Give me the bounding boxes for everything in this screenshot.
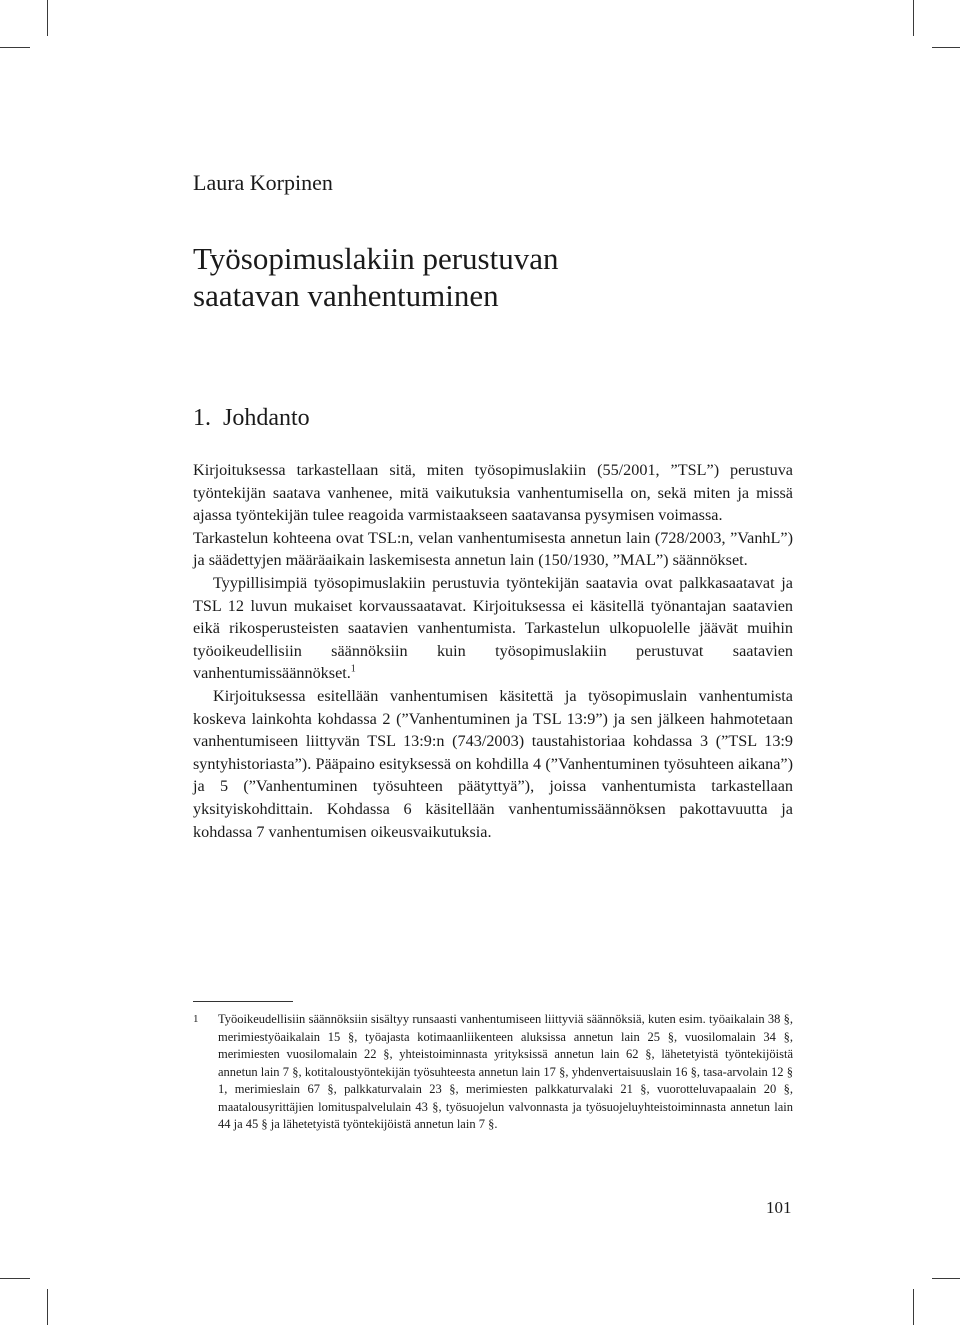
paragraph: Tarkastelun kohteena ovat TSL:n, velan vanhentumisesta annetun lain (728/2003, ”VanhL”) ja säädettyjen määräaikain laskemisesta annetun lain (150/1930, ”MAL”) säännökset. — [193, 528, 793, 570]
footnote-divider — [193, 1001, 293, 1002]
crop-mark — [47, 0, 48, 36]
section-title: Johdanto — [223, 405, 310, 431]
footnote-text: Työoikeudellisiin säännöksiin sisältyy runsaasti vanhentumiseen liittyviä säännöksiä, kuten esim. työaikalain 38 §, merimiestyöaikalain 15 §, työajasta kotimaanliikenteen aluksissa annetun lain 25 §, vuosilomalain 34 §, merimiesten vuosilomalain 22 §, yhteistoiminnasta yrityksissä annetun lain 62 §, lähetetyistä työntekijöistä annetun lain 7 §, kotitaloustyöntekijän työsuhteesta annetun lain 17 §, yhdenvertaisuuslain 16 §, tasa-arvolain 12 § 1, merimieslain 67 §, palkkaturvalain 23 §, merimiesten palkkaturvalaki 21 §, vuorotteluvapaalain 20 §, maatalousyrittäjien lomituspalvelulain 43 §, työsuojelun valvonnasta ja työsuojeluyhteistoiminnasta annetun lain 44 ja 45 § ja lähetetyistä työntekijöistä annetun lain 7 §. — [218, 1012, 793, 1131]
article-title — [193, 240, 793, 314]
paragraph: Kirjoituksessa esitellään vanhentumisen käsitettä ja työsopimuslain vanhentumista koskeva lainkohta kohdassa 2 (”Vanhentuminen ja TSL 13:9”) ja sen jälkeen hahmotetaan vanhentumiseen liittyvän TSL 13:9:n (743/2003) taustahistoriaa kohdassa 3 (”TSL 13:9 syntyhistoriasta”). Pääpaino esityksessä on kohdilla 4 (”Vanhentuminen työsuhteen aikana”) ja 5 (”Vanhentuminen työsuhteen päätyttyä”), joissa vanhentumista tarkastellaan yksityiskohdittain. Kohdassa 6 käsitellään vanhentumissäännöksen pakottavuutta ja kohdassa 7 vanhentumisen oikeusvaikutuksia. — [193, 686, 793, 841]
page-number: 101 — [766, 1198, 792, 1217]
crop-mark — [47, 1289, 48, 1325]
author-name: Laura Korpinen — [193, 170, 333, 195]
footnote — [193, 1011, 793, 1134]
crop-mark — [913, 0, 914, 36]
crop-mark — [932, 1278, 960, 1279]
body-text — [193, 459, 793, 843]
title-line: Työsopimuslakiin perustuvan — [193, 241, 559, 276]
section-number: 1. — [193, 405, 211, 431]
crop-mark — [0, 1278, 30, 1279]
paragraph — [193, 572, 793, 685]
paragraph: Kirjoituksessa tarkastellaan sitä, miten työsopimuslakiin (55/2001, ”TSL”) perustuva työntekijän saatava vanhenee, mitä vaikutuksia vanhentumisella on, sekä miten ja missä ajassa työntekijän tulee reagoida varmistaakseen saatavansa pysymisen voimassa. — [193, 461, 793, 525]
title-line: saatavan vanhentuminen — [193, 278, 499, 313]
paragraph-text: Tyypillisimpiä työsopimuslakiin perustuvia työntekijän saatavia ovat palkkasaatavat ja TSL 12 luvun mukaiset korvaussaatavat. Kirjoituksessa ei käsitellä työnantajan saatavien eikä rikosperusteisten saatavien vanhentumista. Tarkastelun ulkopuolelle jäävät muihin työoikeudellisiin säännöksiin kuin työsopimuslakiin perustuvat saatavien vanhentumissäännökset. — [193, 573, 793, 683]
crop-mark — [932, 47, 960, 48]
footnote-reference[interactable]: 1 — [350, 663, 356, 675]
footnote-number: 1 — [193, 1013, 199, 1025]
crop-mark — [0, 47, 30, 48]
crop-mark — [913, 1289, 914, 1325]
section-heading — [193, 405, 310, 432]
